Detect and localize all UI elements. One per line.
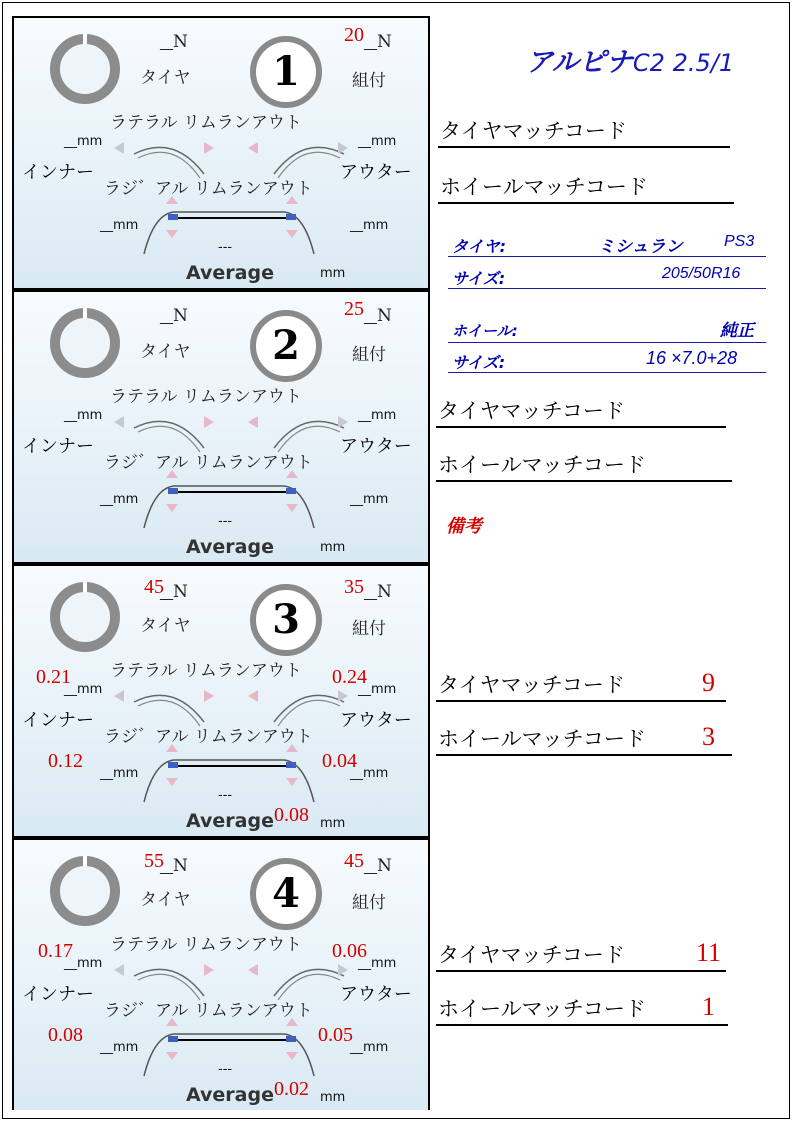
outer-label: アウター [340, 436, 412, 457]
tire-label: タイヤ [140, 616, 191, 636]
measurement-panel-2 [14, 292, 428, 562]
tire-force-value: 55 [144, 850, 164, 872]
wheel-spec-line: ホイール: 純正 [448, 318, 766, 343]
tire-force-value: 45 [144, 576, 164, 598]
tire-ring-icon [48, 32, 122, 106]
lateral-outer-unit: __mm [358, 682, 397, 697]
average-dashes: --- [218, 788, 233, 803]
runout-diagram [114, 124, 414, 284]
tire-label: タイヤ [140, 68, 191, 88]
lateral-outer-unit: __mm [358, 956, 397, 971]
wheel-match-code-2: ホイールマッチコード [436, 452, 732, 482]
assembly-label: 組付 [352, 893, 386, 913]
lateral-inner-value: 0.17 [38, 940, 73, 962]
assembly-force-unit: __N [364, 856, 392, 876]
radial-outer-unit: __mm [350, 1040, 389, 1055]
assembly-force-value: 20 [344, 24, 364, 46]
wheel-match-code-3: ホイールマッチコード 3 [436, 726, 732, 756]
panel-number-badge: 4 [250, 858, 322, 930]
radial-outer-value: 0.05 [318, 1024, 353, 1046]
tire-size-line: サイズ: 205/50R16 [448, 264, 766, 289]
tire-spec-line: タイヤ: ミシュラン PS3 [448, 232, 766, 257]
outer-label: アウター [340, 710, 412, 731]
lateral-outer-unit: __mm [358, 408, 397, 423]
radial-outer-value: 0.04 [322, 750, 357, 772]
tire-ring-icon [48, 854, 122, 928]
panel-number-badge: 1 [250, 36, 322, 108]
radial-inner-unit: __mm [100, 1040, 139, 1055]
radial-runout-label: ラジ゛アル リムランアウト [104, 453, 313, 473]
lateral-runout-label: ラテラル リムランアウト [110, 661, 302, 681]
radial-outer-unit: __mm [350, 492, 389, 507]
lateral-outer-unit: __mm [358, 134, 397, 149]
wheel-brand: 純正 [720, 321, 754, 341]
average-label: Average [186, 262, 274, 284]
assembly-force-value: 35 [344, 576, 364, 598]
average-unit: mm [320, 1090, 346, 1105]
wheel-match-code-4: ホイールマッチコード 1 [436, 996, 728, 1026]
outer-label: アウター [340, 984, 412, 1005]
lateral-inner-unit: __mm [64, 134, 103, 149]
average-value: 0.08 [274, 804, 309, 826]
lateral-runout-label: ラテラル リムランアウト [110, 113, 302, 133]
tire-match-code-3: タイヤマッチコード 9 [436, 672, 726, 702]
lateral-inner-value: 0.21 [36, 666, 71, 688]
lateral-outer-value: 0.24 [332, 666, 367, 688]
radial-outer-unit: __mm [350, 218, 389, 233]
radial-outer-unit: __mm [350, 766, 389, 781]
inner-label: インナー [22, 436, 94, 457]
assembly-force-unit: __N [364, 306, 392, 326]
panel-number-badge: 2 [250, 310, 322, 382]
tire-model: PS3 [724, 233, 755, 250]
average-unit: mm [320, 816, 346, 831]
tire-label: タイヤ [140, 342, 191, 362]
assembly-force-value: 25 [344, 298, 364, 320]
radial-runout-label: ラジ゛アル リムランアウト [104, 179, 313, 199]
assembly-force-unit: __N [364, 32, 392, 52]
tire-match-code-4: タイヤマッチコード 11 [436, 942, 726, 972]
tire-match-code-1: タイヤマッチコード [438, 118, 730, 148]
average-dashes: --- [218, 240, 233, 255]
measurement-panel-1 [14, 18, 428, 288]
radial-runout-label: ラジ゛アル リムランアウト [104, 1001, 313, 1021]
wheel-size: 16 ×7.0+28 [646, 348, 738, 368]
radial-inner-unit: __mm [100, 766, 139, 781]
radial-inner-unit: __mm [100, 492, 139, 507]
page-title [526, 40, 734, 79]
assembly-label: 組付 [352, 619, 386, 639]
lateral-inner-unit: __mm [64, 956, 103, 971]
wheel-size-line: サイズ: 16 ×7.0+28 [448, 348, 766, 373]
inner-label: インナー [22, 162, 94, 183]
assembly-force-unit: __N [364, 582, 392, 602]
assembly-label: 組付 [352, 345, 386, 365]
tire-size: 205/50R16 [662, 265, 741, 282]
average-value: 0.02 [274, 1078, 309, 1100]
outer-label: アウター [340, 162, 412, 183]
tire-force-blank: __N [160, 306, 188, 326]
lateral-outer-value: 0.06 [332, 940, 367, 962]
assembly-force-value: 45 [344, 850, 364, 872]
tire-match-code-2: タイヤマッチコード [436, 398, 726, 428]
measurement-panels [12, 16, 430, 1110]
inner-label: インナー [22, 984, 94, 1005]
tire-ring-icon [48, 306, 122, 380]
panel-number-badge: 3 [250, 584, 322, 656]
lateral-inner-unit: __mm [64, 682, 103, 697]
measurement-panel-3 [14, 566, 428, 836]
measurement-panel-4 [14, 840, 428, 1110]
wheel-match-code-1: ホイールマッチコード [438, 174, 734, 204]
tire-ring-icon [48, 580, 122, 654]
radial-inner-unit: __mm [100, 218, 139, 233]
lateral-runout-label: ラテラル リムランアウト [110, 387, 302, 407]
lateral-runout-label: ラテラル リムランアウト [110, 935, 302, 955]
tire-force-unit: __N [160, 856, 188, 876]
lateral-inner-unit: __mm [64, 408, 103, 423]
model-suffix: C2 2.5/1 [632, 49, 735, 77]
runout-diagram [114, 398, 414, 558]
tire-label: タイヤ [140, 890, 191, 910]
average-label: Average [186, 536, 274, 558]
average-label: Average [186, 1084, 274, 1106]
assembly-label: 組付 [352, 71, 386, 91]
average-unit: mm [320, 266, 346, 281]
radial-inner-value: 0.08 [48, 1024, 83, 1046]
tire-force-unit: __N [160, 582, 188, 602]
radial-runout-label: ラジ゛アル リムランアウト [104, 727, 313, 747]
tire-brand: ミシュラン [598, 237, 683, 257]
average-dashes: --- [218, 1062, 233, 1077]
runout-diagram [114, 672, 414, 832]
model-name: アルピナ [526, 47, 633, 78]
average-dashes: --- [218, 514, 233, 529]
average-label: Average [186, 810, 274, 832]
runout-diagram [114, 946, 414, 1106]
tire-force-blank: __N [160, 32, 188, 52]
average-unit: mm [320, 540, 346, 555]
radial-inner-value: 0.12 [48, 750, 83, 772]
remarks-label: 備考 [446, 516, 482, 537]
inner-label: インナー [22, 710, 94, 731]
